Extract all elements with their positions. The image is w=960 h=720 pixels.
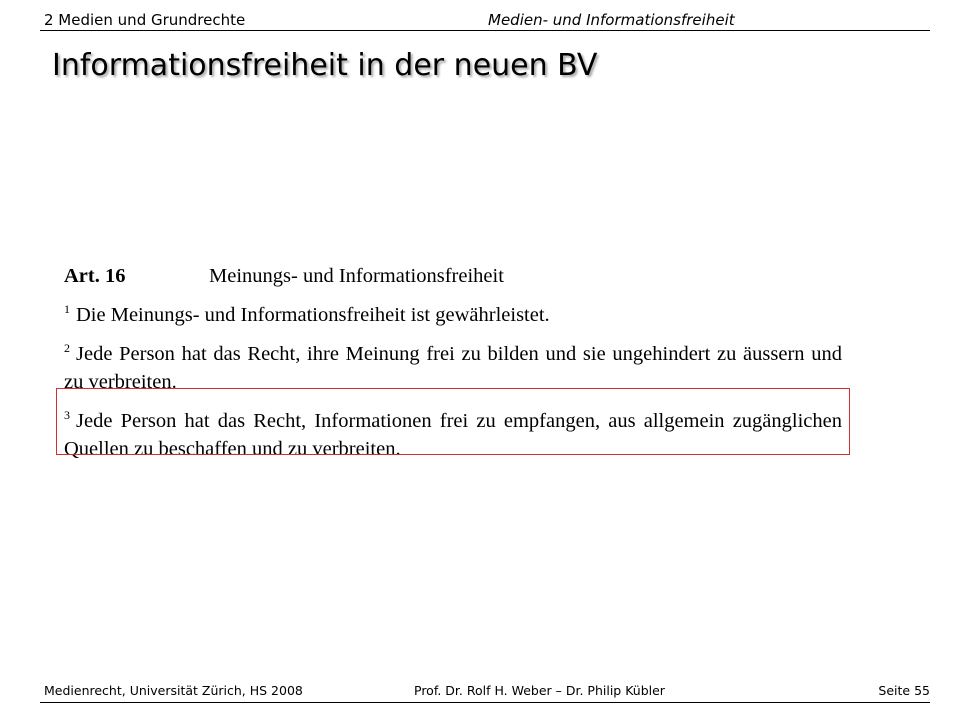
footer-course: Medienrecht, Universität Zürich, HS 2008 <box>44 683 303 698</box>
paragraph-number: 3 <box>64 408 70 422</box>
article-number: Art. 16 <box>64 265 126 287</box>
paragraph-text: Jede Person hat das Recht, ihre Meinung frei zu bilden und sie ungehindert zu äussern und zu verbreiten. <box>64 343 842 393</box>
slide-title: Informationsfreiheit in der neuen BV <box>52 48 598 83</box>
paragraph-number: 2 <box>64 341 70 355</box>
paragraph-number: 1 <box>64 302 70 316</box>
article-paragraph-2 <box>64 334 842 396</box>
highlight-box <box>56 388 850 455</box>
article-header <box>64 262 842 290</box>
article-paragraph-1 <box>64 295 842 329</box>
header-chapter: 2 Medien und Grundrechte <box>44 11 246 29</box>
page-header <box>40 0 930 31</box>
article-heading: Meinungs- und Informationsfreiheit <box>209 265 504 287</box>
paragraph-text: Jede Person hat das Recht, Informationen frei zu empfangen, aus allgemein zugänglichen Quellen zu beschaffen und zu verbreiten. <box>64 410 842 460</box>
page-number: Seite 55 <box>878 683 930 698</box>
header-section: Medien- und Informationsfreiheit <box>488 11 735 29</box>
footer-authors: Prof. Dr. Rolf H. Weber – Dr. Philip Kübler <box>414 683 665 698</box>
paragraph-text: Die Meinungs- und Informationsfreiheit ist gewährleistet. <box>76 304 550 326</box>
page-footer <box>40 678 930 703</box>
